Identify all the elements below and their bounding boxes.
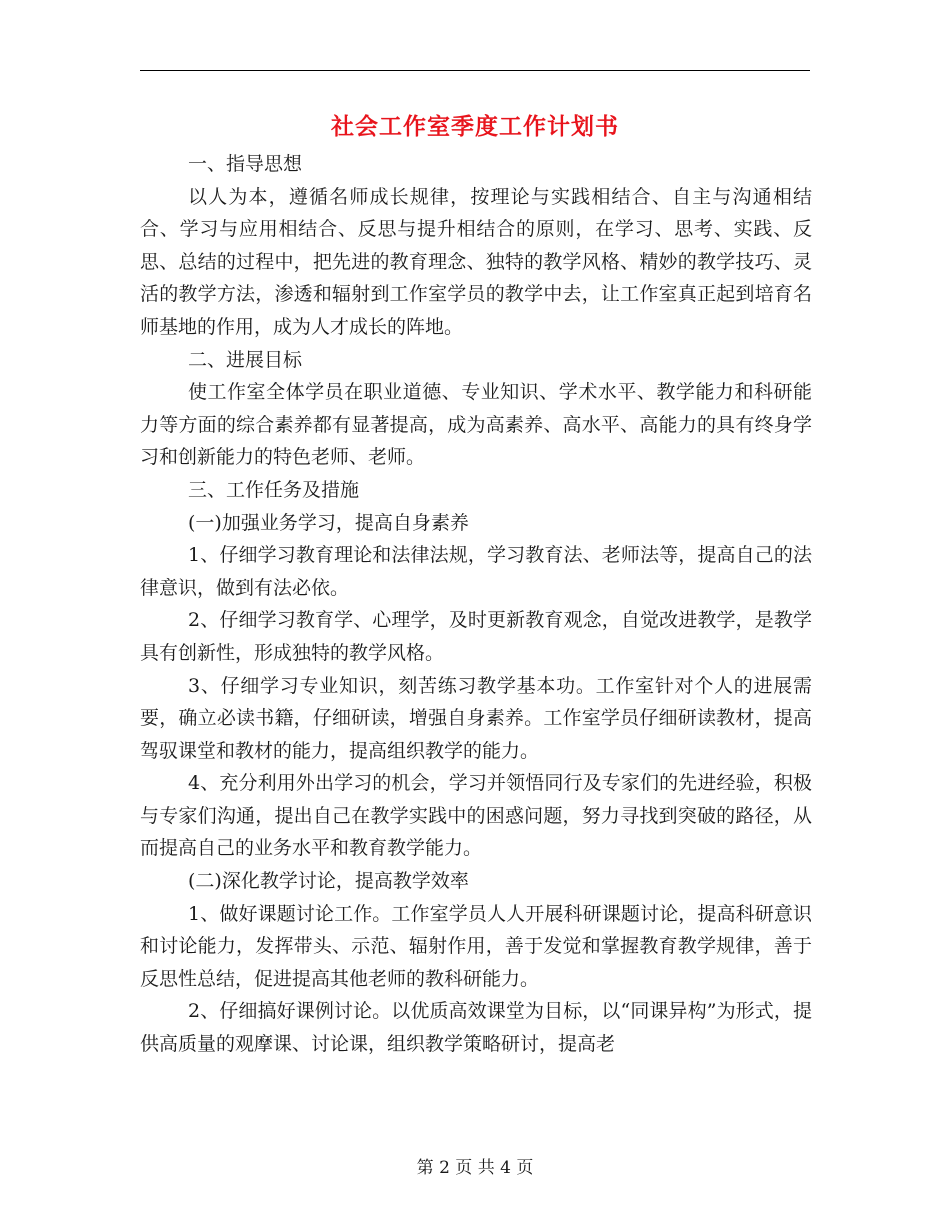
section-heading-guiding-ideology: 一、指导思想: [188, 153, 303, 175]
section-heading-tasks: 三、工作任务及措施: [188, 478, 360, 501]
list-item-study-3: 3、仔细学习专业知识，刻苦练习教学基本功。工作室针对个人的进展需要，确立必读书籍，仔细研读，增强自身素养。工作室学员仔细研读教材，提高驾驭课堂和教材的能力，提高组织教学的能力。: [140, 674, 812, 762]
list-item-study-2: 2、仔细学习教育学、心理学，及时更新教育观念，自觉改进教学，是教学具有创新性，形成独特的教学风格。: [140, 609, 812, 664]
list-item-teaching-1: 1、做好课题讨论工作。工作室学员人人开展科研课题讨论，提高科研意识和讨论能力，发挥带头、示范、辐射作用，善于发觉和掌握教育教学规律，善于反思性总结，促进提高其他老师的教科研能力。: [140, 902, 812, 990]
paragraph-guiding-ideology: 以人为本，遵循名师成长规律，按理论与实践相结合、自主与沟通相结合、学习与应用相结合、反思与提升相结合的原则，在学习、思考、实践、反思、总结的过程中，把先进的教育理念、独特的教学风格、精妙的教学技巧、灵活的教学方法，渗透和辐射到工作室学员的教学中去，让工作室真正起到培育名师基地的作用，成为人才成长的阵地。: [140, 185, 812, 338]
list-item-teaching-2: 2、仔细搞好课例讨论。以优质高效课堂为目标，以“同课异构”为形式，提供高质量的观摩课、讨论课，组织教学策略研讨，提高老: [140, 1000, 812, 1056]
section-heading-goals: 二、进展目标: [188, 348, 303, 371]
list-item-study-4: 4、充分利用外出学习的机会，学习并领悟同行及专家们的先进经验，积极与专家们沟通，提出自己在教学实践中的困惑问题，努力寻找到突破的路径，从而提高自己的业务水平和教育教学能力。: [140, 772, 812, 860]
paragraph-goals: 使工作室全体学员在职业道德、专业知识、学术水平、教学能力和科研能力等方面的综合素养都有显著提高，成为高素养、高水平、高能力的具有终身学习和创新能力的特色老师、老师。: [140, 381, 812, 469]
subsection-heading-study: (一)加强业务学习，提高自身素养: [188, 511, 469, 534]
document-body: [140, 148, 812, 1061]
list-item-study-1: 1、仔细学习教育理论和法律法规，学习教育法、老师法等，提高自己的法律意识，做到有法必依。: [140, 544, 812, 599]
header-rule: [140, 70, 810, 71]
page-number: 第 2 页 共 4 页: [416, 1158, 534, 1178]
subsection-heading-teaching: (二)深化教学讨论，提高教学效率: [188, 870, 469, 893]
document-title: 社会工作室季度工作计划书: [331, 113, 619, 140]
